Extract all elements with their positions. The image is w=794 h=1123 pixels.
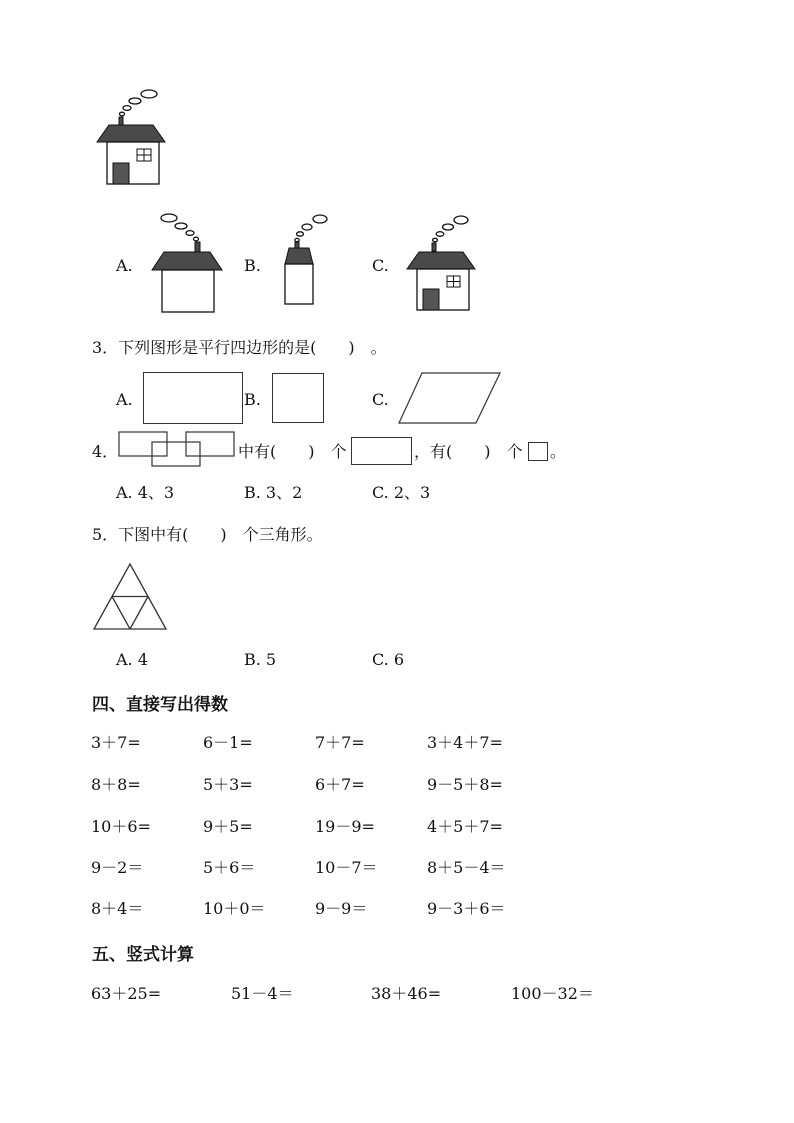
q2-option-c-label[interactable]: C. [372,256,389,275]
arith-item: 9－3＋6＝ [427,899,506,918]
q4-text-rectangles-count: 中有( ) 个 [238,442,347,461]
arith-item: 4＋5＋7= [427,817,503,836]
arith-item: 3＋4＋7= [427,733,503,752]
q4-combined-rectangles-figure [118,431,238,469]
q3-square-shape [272,373,324,423]
arith-item: 5＋3= [203,775,253,794]
q5-option-b[interactable]: B. 5 [244,650,277,669]
q5-triangle-figure [92,562,170,632]
q3-option-a-label[interactable]: A. [116,390,133,409]
q4-text-end: 。 [550,442,567,461]
arith-item: 19－9= [315,817,375,836]
q3-parallelogram-shape [398,372,502,424]
q3-stem: 3．下列图形是平行四边形的是( ) 。 [92,338,387,357]
q4-square-icon [528,442,548,461]
q5-stem: 5．下图中有( ) 个三角形。 [92,525,323,544]
arith-item: 9－9＝ [315,899,368,918]
arith-item: 8＋4＝ [91,899,144,918]
arith-item: 10－7＝ [315,858,378,877]
house-option-a-figure [150,212,226,314]
arith-item: 8＋8= [91,775,141,794]
vertical-calc-item: 100－32＝ [511,984,594,1003]
q2-option-a-label[interactable]: A. [116,256,133,275]
q3-rectangle-shape [143,372,243,424]
q4-option-a[interactable]: A. 4、3 [116,483,175,502]
house-option-b-figure [282,212,332,308]
q4-option-c[interactable]: C. 2、3 [372,483,431,502]
section4-heading: 四、直接写出得数 [92,695,228,715]
house-option-c-figure [404,213,480,313]
q4-text-squares-count: ，有( ) 个 [414,442,523,461]
q4-number: 4． [92,442,119,461]
arith-item: 10＋0＝ [203,899,266,918]
arith-item: 3＋7= [91,733,141,752]
arith-item: 9－5＋8= [427,775,503,794]
arith-item: 5＋6＝ [203,858,256,877]
q3-option-b-label[interactable]: B. [244,390,261,409]
section5-heading: 五、竖式计算 [92,945,194,965]
q5-option-a[interactable]: A. 4 [116,650,148,669]
arith-item: 10＋6= [91,817,151,836]
arith-item: 6＋7= [315,775,365,794]
vertical-calc-item: 38＋46= [371,984,442,1003]
arith-item: 9＋5= [203,817,253,836]
q5-option-c[interactable]: C. 6 [372,650,405,669]
q4-rectangle-icon [351,437,412,465]
house-reference-figure [95,88,170,188]
q2-option-b-label[interactable]: B. [244,256,261,275]
arith-item: 6－1= [203,733,253,752]
vertical-calc-item: 51－4＝ [231,984,294,1003]
q4-option-b[interactable]: B. 3、2 [244,483,303,502]
arith-item: 9－2＝ [91,858,144,877]
vertical-calc-item: 63＋25= [91,984,162,1003]
arith-item: 8＋5－4＝ [427,858,506,877]
q3-option-c-label[interactable]: C. [372,390,389,409]
arith-item: 7＋7= [315,733,365,752]
